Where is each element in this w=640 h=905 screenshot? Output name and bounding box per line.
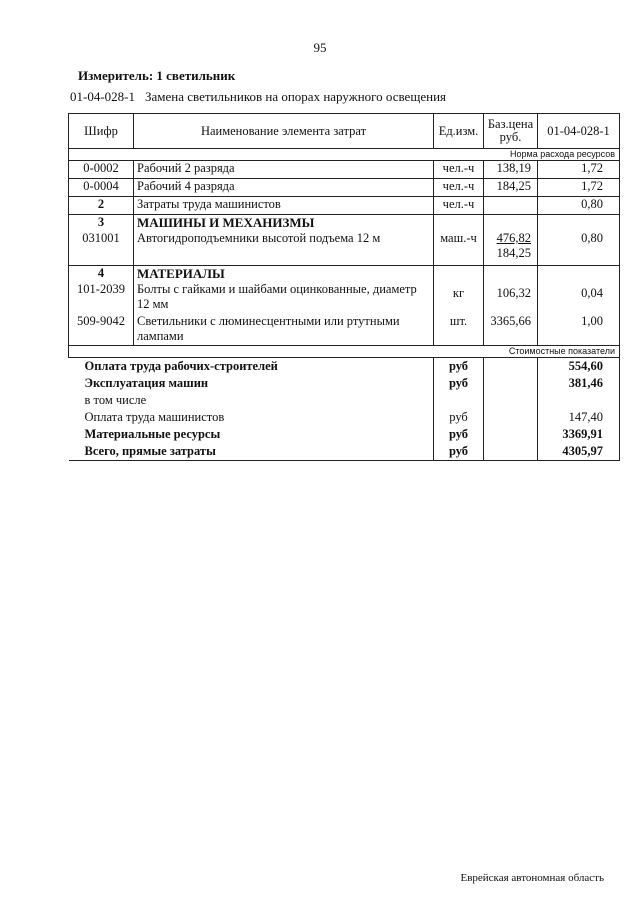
total-unit: руб [434,375,484,392]
section-title-text: МАТЕРИАЛЫ [137,265,225,281]
price-value: 476,82 [496,231,531,245]
cell-qty: 0,80 [538,231,620,265]
cell-qty: 1,72 [538,179,620,197]
cell-price: 106,32 [484,282,538,314]
cell-qty: 1,00 [538,314,620,346]
cell-unit: маш.-ч [434,231,484,265]
cell-price: 184,25 [484,179,538,197]
cell-name: Затраты труда машинистов [134,197,434,215]
total-row [69,392,620,409]
cell-name: Рабочий 4 разряда [134,179,434,197]
section-number: 4 [69,265,134,282]
cell-unit: чел.-ч [434,161,484,179]
total-value: 4305,97 [538,443,620,461]
cell-qty: 0,04 [538,282,620,314]
header-name: Наименование элемента затрат [134,114,434,149]
footer-region: Еврейская автономная область [460,872,604,884]
section-row [69,265,620,282]
table-row [69,314,620,346]
header-unit: Ед.изм. [434,114,484,149]
norm-code: 01-04-028-1 [70,89,135,104]
table-row [69,231,620,265]
section-title [134,265,434,282]
table-row [69,282,620,314]
page-number: 95 [313,40,327,55]
cell-price [484,231,538,265]
cell-unit: чел.-ч [434,179,484,197]
header-price: Баз.цена руб. [484,114,538,149]
cell-code: 0-0002 [69,161,134,179]
total-unit: руб [434,443,484,461]
total-value: 3369,91 [538,426,620,443]
total-row [69,375,620,392]
table-row [69,197,620,215]
total-label: Оплата труда машинистов [84,410,225,424]
section-row [69,215,620,232]
price-value-secondary: 184,25 [496,246,531,260]
cost-caption-row [69,346,620,358]
total-label: в том числе [84,393,147,407]
header-norm: 01-04-028-1 [538,114,620,149]
total-row [69,358,620,376]
cell-code: 509-9042 [69,314,134,346]
measure-heading: Измеритель: 1 светильник [78,68,236,83]
header-code: Шифр [69,114,134,149]
total-label: Эксплуатация машин [84,376,209,390]
total-unit: руб [434,426,484,443]
total-value: 147,40 [538,409,620,426]
total-label: Всего, прямые затраты [69,443,434,461]
cell-price: 3365,66 [484,314,538,346]
total-unit: руб [434,358,484,376]
cell-name: Болты с гайками и шайбами оцинкованные, диаметр 12 мм [134,282,434,314]
cell-code: 0-0004 [69,179,134,197]
cell-price [484,197,538,215]
cost-table [68,113,620,461]
total-value: 381,46 [538,375,620,392]
table-row [69,179,620,197]
cell-qty: 1,72 [538,161,620,179]
norm-code-line [70,89,446,105]
cell-unit: шт. [434,314,484,346]
cell-unit: чел.-ч [434,197,484,215]
total-label: Материальные ресурсы [84,427,221,441]
section-title [134,215,434,232]
total-row [69,443,620,461]
cell-name: Светильники с люминесцентными или ртутными лампами [134,314,434,346]
total-unit: руб [434,409,484,426]
cell-code: 2 [69,197,134,215]
cell-unit: кг [434,282,484,314]
norm-caption: Норма расхода ресурсов [69,149,620,161]
total-value: 554,60 [538,358,620,376]
cell-code: 101-2039 [69,282,134,314]
norm-caption-row [69,149,620,161]
section-title-text: МАШИНЫ И МЕХАНИЗМЫ [137,215,315,230]
cost-caption: Стоимостные показатели [69,346,620,358]
total-row [69,426,620,443]
total-row [69,409,620,426]
cell-code: 031001 [69,231,134,265]
total-label: Оплата труда рабочих-строителей [84,359,278,373]
table-header [69,114,620,149]
table-row [69,161,620,179]
norm-description: Замена светильников на опорах наружного освещения [145,89,447,104]
section-number: 3 [69,215,134,232]
cell-name: Автогидроподъемники высотой подъема 12 м [134,231,434,265]
cell-price: 138,19 [484,161,538,179]
cell-qty: 0,80 [538,197,620,215]
cell-name: Рабочий 2 разряда [134,161,434,179]
